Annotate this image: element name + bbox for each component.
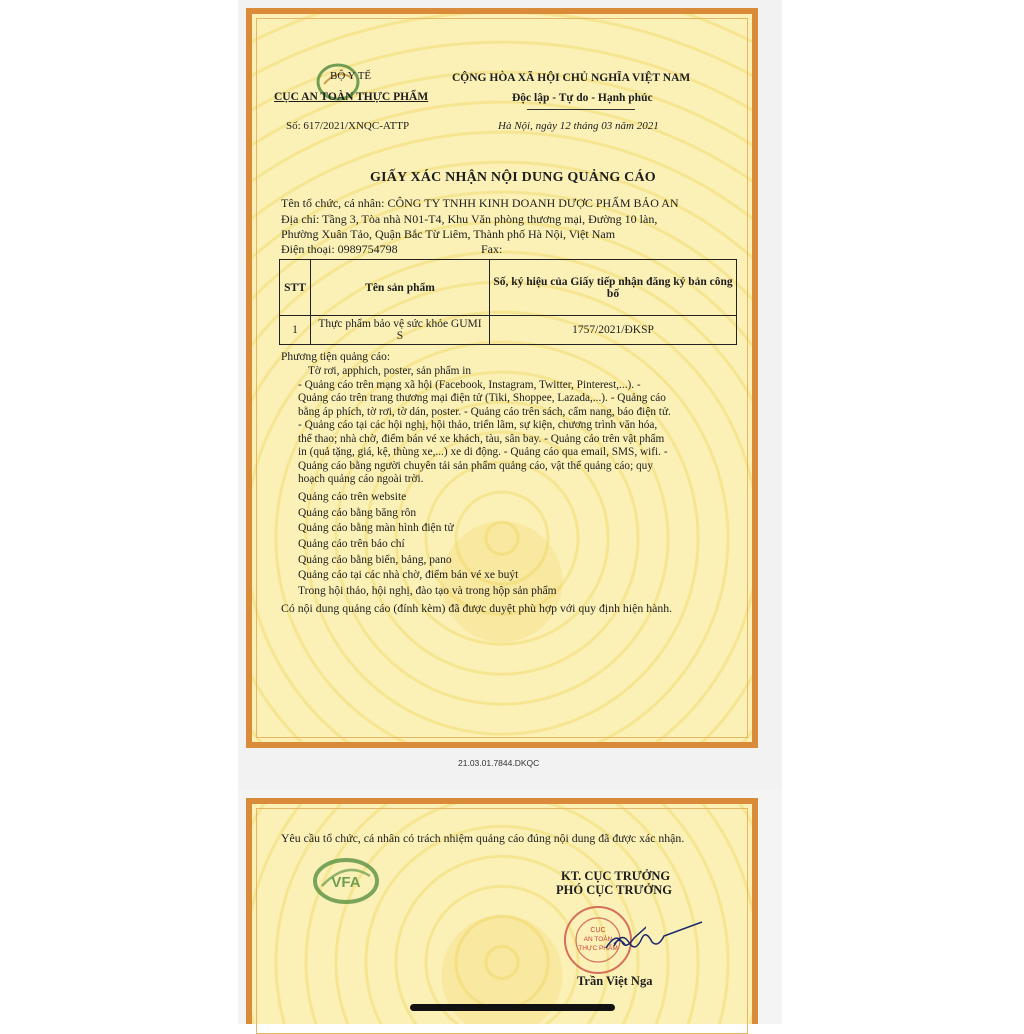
media-line: thể thao; nhà chờ, điểm bán vé xe khách, tàu, sân bay. - Quảng cáo trên vật phẩm xyxy=(298,432,665,445)
svg-text:CỤC: CỤC xyxy=(590,927,606,934)
list-item: Quảng cáo bằng màn hình điện tử xyxy=(298,522,454,534)
requirement-statement: Yêu cầu tổ chức, cá nhân có trách nhiệm quảng cáo đúng nội dung đã được xác nhận. xyxy=(281,831,685,845)
list-item: Quảng cáo tại các nhà chờ, điểm bán vé xe buýt xyxy=(298,569,519,581)
address-line-2: Phường Xuân Tảo, Quận Bắc Từ Liêm, Thành phố Hà Nội, Việt Nam xyxy=(281,227,616,241)
motto-underline xyxy=(527,109,635,110)
ministry-name: BỘ Y TẾ xyxy=(330,70,372,82)
address-line-1: Địa chỉ: Tầng 3, Tòa nhà N01-T4, Khu Văn phòng thương mại, Đường 10 làn, xyxy=(281,212,658,226)
list-item: Quảng cáo bằng băng rôn xyxy=(298,507,417,519)
table-header-row xyxy=(280,260,737,316)
table-row xyxy=(280,316,737,345)
signer-role-2: PHÓ CỤC TRƯỞNG xyxy=(556,883,672,897)
signature xyxy=(610,918,710,958)
department-name: CỤC AN TOÀN THỰC PHẨM xyxy=(274,91,429,103)
list-item: Quảng cáo trên website xyxy=(298,491,407,503)
media-line: in (quả tặng, giá, kệ, thùng xe,...) xe di động. - Quảng cáo qua email, SMS, wifi. - xyxy=(298,446,668,458)
media-line: Tờ rơi, apphich, poster, sản phẩm in xyxy=(308,365,472,377)
media-line: bằng áp phích, tờ rơi, tờ dán, poster. - Quảng cáo trên sách, cẩm nang, báo điện tử. xyxy=(298,405,671,418)
issue-date: Hà Nội, ngày 12 tháng 03 năm 2021 xyxy=(498,120,659,132)
fax-line: Fax: xyxy=(481,242,503,256)
list-item: Quảng cáo bằng biển, bảng, pano xyxy=(298,554,452,566)
vfa-logo xyxy=(312,856,380,906)
svg-text:AN TOÀN: AN TOÀN xyxy=(583,936,613,943)
media-line: Quảng cáo bằng người chuyên tải sản phẩm quảng cáo, vật thể quảng cáo; quy xyxy=(298,459,653,472)
header-product: Tên sản phẩm xyxy=(311,260,490,316)
organization-line: Tên tổ chức, cá nhân: CÔNG TY TNHH KINH DOANH DƯỢC PHẨM BẢO AN xyxy=(281,196,679,210)
media-line: - Quảng cáo tại các hội nghị, hội thảo, triển lãm, sự kiện, chương trình văn hóa, xyxy=(298,419,658,431)
background-left xyxy=(0,0,238,1024)
cell-registration: 1757/2021/ĐKSP xyxy=(490,316,737,345)
background-right xyxy=(782,0,1024,1024)
svg-text:THỰC PHẨM: THỰC PHẨM xyxy=(578,945,618,952)
product-table xyxy=(279,259,737,345)
document-title: GIẤY XÁC NHẬN NỘI DUNG QUẢNG CÁO xyxy=(370,170,656,185)
logo-lettering: VFA xyxy=(331,874,361,891)
media-line: - Quảng cáo trên mạng xã hội (Facebook, Instagram, Twitter, Pinterest,...). - xyxy=(298,378,641,391)
signer-role-1: KT. CỤC TRƯỞNG xyxy=(561,869,671,883)
signer-name: Trần Việt Nga xyxy=(577,974,653,988)
republic-heading: CỘNG HÒA XÃ HỘI CHỦ NGHĨA VIỆT NAM xyxy=(452,72,691,84)
media-paragraph xyxy=(298,365,671,487)
approval-statement: Có nội dung quảng cáo (đính kèm) đã được duyệt phù hợp với quy định hiện hành. xyxy=(281,601,673,615)
cell-product: Thực phẩm bảo vệ sức khỏe GUMI S xyxy=(311,316,490,345)
cell-stt: 1 xyxy=(280,316,311,345)
media-label: Phương tiện quảng cáo: xyxy=(281,351,391,363)
home-indicator[interactable] xyxy=(410,1004,615,1011)
national-motto: Độc lập - Tự do - Hạnh phúc xyxy=(512,92,653,104)
list-item: Quảng cáo trên báo chí xyxy=(298,538,405,550)
reference-number: Số: 617/2021/XNQC-ATTP xyxy=(286,120,410,132)
header-registration: Số, ký hiệu của Giấy tiếp nhận đăng ký bản công bố xyxy=(490,260,737,316)
list-item: Trong hội thảo, hội nghị, đào tạo và trong hộp sản phẩm xyxy=(298,585,557,597)
header-stt: STT xyxy=(280,260,311,316)
media-line: Quảng cáo trên trang thương mại điện tử (Tiki, Shoppee, Lazada,...). - Quảng cáo xyxy=(298,392,666,404)
phone-line: Điện thoại: 0989754798 xyxy=(281,242,398,256)
document-id: 21.03.01.7844.DKQC xyxy=(458,758,540,768)
media-line: hoạch quảng cáo ngoài trời. xyxy=(298,473,424,485)
